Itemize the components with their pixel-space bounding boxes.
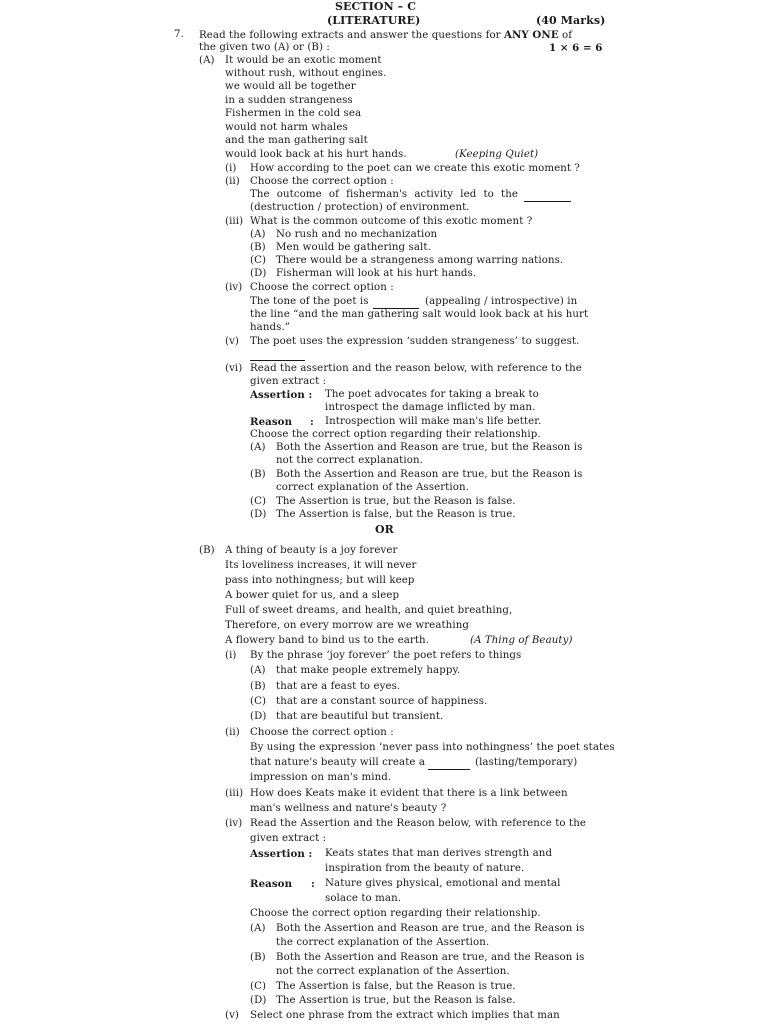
question-a5-text: The poet uses the expression ‘sudden strangeness’ to suggest.: [250, 336, 580, 347]
question-number: 7.: [174, 29, 184, 40]
choose-instruction: Choose the correct option regarding their relationship.: [250, 908, 541, 919]
option-text: There would be a strangeness among warring nations.: [276, 255, 564, 266]
option-text: The Assertion is true, but the Reason is false.: [276, 496, 516, 507]
assertion-label: Assertion :: [250, 389, 313, 401]
question-a4-line1a: The tone of the poet is: [250, 296, 369, 307]
question-a4-num: (iv): [225, 282, 243, 293]
option-key: (C): [250, 981, 267, 992]
option-text: Both the Assertion and Reason are true, and the Reason is: [276, 952, 585, 963]
option-text: the correct explanation of the Assertion.: [276, 937, 490, 948]
poem-b-line: pass into nothingness; but will keep: [225, 575, 415, 586]
section-subtitle: (LITERATURE): [327, 14, 421, 27]
option-text: The Assertion is false, but the Reason is true.: [276, 981, 516, 992]
option-text: not the correct explanation.: [276, 455, 423, 466]
poem-b-line: A flowery band to bind us to the earth.: [225, 635, 430, 646]
answer-blank[interactable]: [428, 760, 470, 770]
poem-b-line: Full of sweet dreams, and health, and quiet breathing,: [225, 605, 513, 616]
question-a4-line2: the line “and the man gathering salt would look back at his hurt: [250, 309, 589, 320]
option-text: Both the Assertion and Reason are true, but the Reason is: [276, 442, 583, 453]
poem-b-line: Therefore, on every morrow are we wreathing: [225, 620, 469, 631]
poem-a-line: in a sudden strangeness: [225, 95, 353, 106]
option-text: No rush and no mechanization: [276, 229, 438, 240]
poem-b-line: A bower quiet for us, and a sleep: [225, 590, 400, 601]
question-b5-num: (v): [225, 1010, 240, 1021]
option-key: (B): [250, 681, 266, 692]
answer-blank[interactable]: [373, 299, 419, 309]
assertion-text: Keats states that man derives strength and: [325, 848, 553, 859]
question-b4-num: (iv): [225, 818, 243, 829]
poem-a-line: It would be an exotic moment: [225, 55, 382, 66]
assertion-label: Assertion :: [250, 848, 313, 860]
reason-label: Reason: [250, 416, 293, 428]
question-a2-line2: (destruction / protection) of environment.: [250, 202, 470, 213]
option-key: (B): [250, 952, 266, 963]
answer-blank[interactable]: [250, 351, 305, 361]
option-text: that are beautiful but transient.: [276, 711, 444, 722]
poem-a-source: (Keeping Quiet): [455, 149, 539, 160]
option-key: (D): [250, 711, 267, 722]
question-a3-num: (iii): [225, 216, 244, 227]
option-text: The Assertion is true, but the Reason is false.: [276, 995, 516, 1006]
option-text: Both the Assertion and Reason are true, and the Reason is: [276, 923, 585, 934]
option-text: Fisherman will look at his hurt hands.: [276, 268, 477, 279]
poem-b-line: Its loveliness increases, it will never: [225, 560, 417, 571]
question-a5-num: (v): [225, 336, 240, 347]
extract-b-label: (B): [199, 545, 215, 556]
poem-a-line: Fishermen in the cold sea: [225, 108, 362, 119]
reason-text: solace to man.: [325, 893, 402, 904]
question-a6-num: (vi): [225, 363, 243, 374]
option-text: that make people extremely happy.: [276, 665, 461, 676]
or-divider: OR: [375, 523, 394, 536]
question-instruction-line1: Read the following extracts and answer the questions for ANY ONE of: [199, 29, 573, 41]
poem-a-line: would look back at his hurt hands.: [225, 149, 407, 160]
extract-a-label: (A): [199, 55, 215, 66]
question-b2-line1: By using the expression ‘never pass into nothingness’ the poet states: [250, 742, 615, 753]
poem-a-line: and the man gathering salt: [225, 135, 368, 146]
question-b1-text: By the phrase ‘joy forever’ the poet refers to things: [250, 650, 522, 661]
reason-colon: :: [311, 878, 315, 890]
question-b4-line1: Read the Assertion and the Reason below, with reference to the: [250, 818, 586, 829]
assertion-text: introspect the damage inflicted by man.: [325, 402, 536, 413]
option-key: (A): [250, 923, 266, 934]
question-b2-num: (ii): [225, 727, 240, 738]
option-text: correct explanation of the Assertion.: [276, 482, 469, 493]
question-a3-text: What is the common outcome of this exotic moment ?: [250, 216, 533, 227]
question-a2-line1: The outcome of fisherman's activity led to the: [250, 189, 518, 200]
assertion-text: inspiration from the beauty of nature.: [325, 863, 525, 874]
reason-text: Nature gives physical, emotional and mental: [325, 878, 561, 889]
question-a6-line1: Read the assertion and the reason below, with reference to the: [250, 363, 582, 374]
question-instruction-line2: the given two (A) or (B) :: [199, 42, 330, 53]
option-key: (B): [250, 242, 266, 253]
option-key: (C): [250, 696, 267, 707]
question-b2-text: Choose the correct option :: [250, 727, 394, 738]
poem-a-line: would not harm whales: [225, 122, 348, 133]
option-text: that are a feast to eyes.: [276, 681, 401, 692]
question-b2-line2b: (lasting/temporary): [475, 757, 578, 768]
reason-colon: :: [310, 416, 314, 428]
answer-blank[interactable]: [524, 192, 571, 202]
question-a1-text: How according to the poet can we create this exotic moment ?: [250, 163, 580, 174]
question-b1-num: (i): [225, 650, 237, 661]
option-key: (A): [250, 442, 266, 453]
question-b4-line2: given extract :: [250, 833, 327, 844]
question-a4-text: Choose the correct option :: [250, 282, 394, 293]
question-b3-num: (iii): [225, 788, 244, 799]
option-key: (C): [250, 496, 267, 507]
assertion-text: The poet advocates for taking a break to: [325, 389, 539, 400]
option-text: Men would be gathering salt.: [276, 242, 431, 253]
poem-a-line: without rush, without engines.: [225, 68, 387, 79]
section-title: SECTION – C: [335, 0, 417, 13]
option-text: The Assertion is false, but the Reason is true.: [276, 509, 516, 520]
section-marks: (40 Marks): [536, 14, 606, 27]
question-b5-text: Select one phrase from the extract which implies that man: [250, 1010, 560, 1021]
option-key: (A): [250, 229, 266, 240]
option-key: (B): [250, 469, 266, 480]
question-marks: 1 × 6 = 6: [549, 42, 603, 54]
option-text: that are a constant source of happiness.: [276, 696, 488, 707]
poem-a-line: we would all be together: [225, 81, 356, 92]
question-b3-line2: man's wellness and nature's beauty ?: [250, 803, 447, 814]
question-a2-num: (ii): [225, 176, 240, 187]
option-key: (D): [250, 509, 267, 520]
option-text: Both the Assertion and Reason are true, but the Reason is: [276, 469, 583, 480]
option-key: (A): [250, 665, 266, 676]
question-b3-line1: How does Keats make it evident that there is a link between: [250, 788, 568, 799]
question-a1-num: (i): [225, 163, 237, 174]
question-a4-line3: hands.”: [250, 322, 291, 333]
option-text: not the correct explanation of the Assertion.: [276, 966, 510, 977]
question-a6-line2: given extract :: [250, 376, 327, 387]
option-key: (D): [250, 268, 267, 279]
question-a2-text: Choose the correct option :: [250, 176, 394, 187]
option-key: (D): [250, 995, 267, 1006]
poem-b-source: (A Thing of Beauty): [470, 635, 573, 646]
reason-text: Introspection will make man's life better.: [325, 416, 542, 427]
reason-label: Reason: [250, 878, 293, 890]
question-b2-line3: impression on man's mind.: [250, 772, 392, 783]
option-key: (C): [250, 255, 267, 266]
question-b2-line2a: that nature's beauty will create a: [250, 757, 426, 768]
question-a4-line1b: (appealing / introspective) in: [425, 296, 578, 307]
choose-instruction: Choose the correct option regarding their relationship.: [250, 429, 541, 440]
poem-b-line: A thing of beauty is a joy forever: [225, 545, 398, 556]
